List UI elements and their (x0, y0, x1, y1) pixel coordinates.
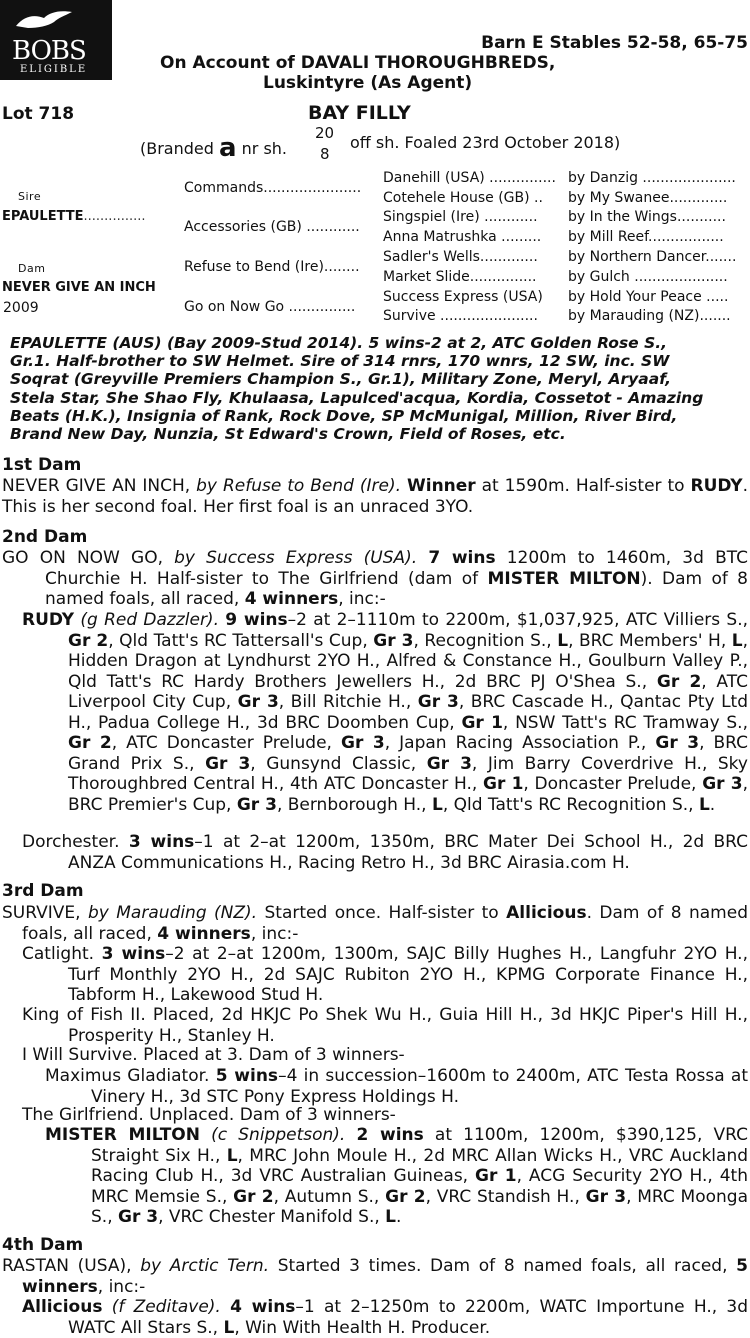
horse-sire: (f Zeditave). (111, 1297, 221, 1317)
grade: Gr 3 (237, 692, 279, 712)
text: , ATC Liverpool City Cup, (68, 671, 748, 712)
wins: 4 wins (230, 1297, 296, 1317)
ped-col4-row: by Danzig ..................... (568, 170, 736, 186)
i-will-survive-record: I Will Survive. Placed at 3. Dam of 3 winners- (22, 1045, 405, 1065)
text: ). Dam of 8 named foals, all raced, (45, 568, 748, 609)
horse-name: Allicious (506, 903, 587, 923)
sire-summary-line: Gr.1. Half-brother to SW Helmet. Sire of 314 rnrs, 170 wnrs, 12 SW, inc. SW (10, 352, 670, 371)
ped-col4-row: by In the Wings........... (568, 209, 726, 225)
granddam-sire: Accessories (GB) ............ (184, 219, 360, 235)
grade: Gr 3 (426, 753, 472, 774)
ped-col3-row: Market Slide............... (383, 269, 537, 285)
grade: Gr 2 (656, 671, 702, 692)
allicious-record (22, 1297, 748, 1338)
horse-rider-icon (14, 6, 74, 34)
barn-location: Barn E Stables 52-58, 65-75 (481, 33, 748, 53)
text: , Gunsynd Classic, (250, 753, 417, 774)
text: , Hidden Dragon at Lyndhurst 2YO H., Alfred & Constance H., Goulburn Valley P., Qld Tatt's RC Hardy Brothers Jewellers H., 2d BRC PJ O'Shea S., (68, 630, 749, 692)
logo-subtext: ELIGIBLE (20, 64, 88, 75)
grade: Gr 1 (475, 1166, 517, 1186)
horse-name: Maximus Gladiator. (45, 1066, 210, 1086)
dam-year: 2009 (3, 300, 39, 316)
dam-name: NEVER GIVE AN INCH, (2, 476, 191, 496)
text: , Qld Tatt's RC Recognition S., (442, 794, 694, 815)
text: , Japan Racing Association P., (384, 733, 647, 753)
maximus-record (45, 1066, 748, 1107)
dam-sire: by Refuse to Bend (Ire). (196, 476, 402, 496)
grade: L (223, 1317, 235, 1338)
horse-name: Catlight. (22, 944, 95, 964)
wins: 3 wins (128, 832, 195, 852)
grade: Gr 2 (68, 733, 112, 753)
grade: Gr 3 (417, 692, 459, 712)
horse-name: MISTER MILTON (487, 568, 641, 589)
ped-col3-row: Survive ...................... (383, 308, 538, 324)
text: , VRC Chester Manifold S., (158, 1207, 380, 1227)
third-dam-heading: 3rd Dam (2, 881, 84, 901)
third-dam-text (2, 903, 748, 944)
grade: Gr 3 (205, 753, 251, 774)
horse-name: Dorchester. (22, 832, 120, 852)
text: at 1100m, 1200m, $390,125, VRC Straight Six H., (91, 1125, 749, 1166)
text: , Bernborough H., (276, 794, 427, 815)
ped-col3-row: Cotehele House (GB) .. (383, 190, 543, 206)
horse-sire: (g Red Dazzler). (80, 610, 219, 630)
text: at 1590m. Half-sister to (481, 476, 685, 496)
brand-num-top: 20 (315, 124, 335, 142)
sire-summary-line: Stela Star, She Shao Fly, Khulaasa, Lapulced'acqua, Kordia, Cossetot - Amazing (10, 388, 704, 407)
grade: Gr 3 (655, 733, 700, 753)
horse-name: Allicious (22, 1297, 103, 1317)
text: , inc:- (97, 1276, 146, 1297)
grade: L (698, 794, 710, 815)
lot-number: Lot 718 (2, 104, 75, 124)
dam-name: SURVIVE, (2, 903, 81, 923)
dorchester-record (22, 832, 748, 873)
winners: 5 winners (22, 1256, 748, 1297)
text: –2 at 2–at 1200m, 1300m, SAJC Billy Hughes H., Langfuhr 2YO H., Turf Monthly 2YO H., 2d SAJC Rubiton 2YO H., KPMG Corporate Finance H., Tabform H., Lakewood Stud H. (68, 944, 748, 1005)
text: , BRC Cascade H., Qantac Pty Ltd H., Padua College H., 3d BRC Doomben Cup, (68, 692, 748, 733)
sire-summary-line: Beats (H.K.), Insignia of Rank, Rock Dove, SP McMunigal, Million, River Bird, (10, 406, 678, 425)
grade: Gr 3 (340, 733, 385, 753)
grandsire-dam: Refuse to Bend (Ire)........ (184, 259, 360, 275)
grade: Gr 1 (482, 774, 524, 794)
text: , BRC Premier's Cup, (68, 774, 749, 815)
vendor-account: On Account of DAVALI THOROUGHBREDS, (160, 53, 556, 73)
wins: 9 wins (225, 610, 288, 630)
text: –2 at 2–1110m to 2200m, $1,037,925, ATC Villiers S., (287, 610, 748, 630)
king-of-fish-record: King of Fish II. Placed, 2d HKJC Po Shek Wu H., Guia Hill H., 3d HKJC Piper's Hill H., Prosperity H., Stanley H. (22, 1005, 748, 1046)
text: , inc:- (338, 589, 386, 609)
text: . (396, 1207, 402, 1227)
logo-text: BOBS (12, 36, 86, 66)
win-label: Winner (406, 476, 476, 496)
text: , ATC Doncaster Prelude, (111, 733, 332, 753)
text: , Recognition S., (413, 630, 552, 651)
dam-sire: by Success Express (USA). (174, 548, 418, 568)
text: . (709, 794, 716, 815)
text: , Qld Tatt's RC Tattersall's Cup, (108, 630, 368, 651)
wins: 2 wins (356, 1125, 424, 1145)
text: . This is her second foal. Her first foal is an unraced 3YO. (2, 476, 748, 517)
grade: L (385, 1207, 396, 1227)
sire-summary (10, 334, 740, 443)
wins: 7 wins (428, 548, 496, 568)
grade: Gr 3 (702, 774, 743, 794)
ped-col4-row: by Gulch ..................... (568, 269, 728, 285)
fourth-dam-heading: 4th Dam (2, 1235, 84, 1255)
ped-col3-row: Sadler's Wells............. (383, 249, 538, 265)
fourth-dam-text (2, 1256, 748, 1297)
bobs-eligible-logo (0, 0, 112, 80)
first-dam-text (2, 476, 748, 517)
text: Started 3 times. Dam of 8 named foals, all raced, (277, 1256, 728, 1276)
horse-name: RUDY (22, 610, 75, 630)
sire-summary-line: Brand New Day, Nunzia, St Edward's Crown, Field of Roses, etc. (10, 425, 566, 444)
sire-name-text: EPAULETTE (2, 209, 84, 224)
brand-prefix: (Branded (140, 139, 214, 158)
dam-sire: by Marauding (NZ). (87, 903, 258, 923)
ped-col3-row: Success Express (USA) (383, 289, 543, 305)
ped-col3-row: Danehill (USA) ............... (383, 170, 556, 186)
text: –1 at 2–at 1200m, 1350m, BRC Mater Dei School H., 2d BRC ANZA Communications H., Racing Retro H., 3d BRC Airasia.com H. (68, 832, 749, 873)
grade: L (226, 1145, 238, 1166)
text: –1 at 2–1250m to 2200m, WATC Importune H., 3d WATC All Stars S., (68, 1297, 748, 1338)
brand-line (140, 133, 287, 163)
text: , NSW Tatt's RC Tramway S., (502, 712, 748, 733)
dam-name: NEVER GIVE AN INCH (2, 280, 156, 295)
ped-col4-row: by Mill Reef................. (568, 229, 724, 245)
text: , MRC John Moule H., 2d MRC Allan Wicks H., VRC Auckland Racing Club H., 3d VRC Australian Guineas, (91, 1145, 749, 1186)
second-dam-heading: 2nd Dam (2, 527, 88, 547)
grade: Gr 3 (118, 1207, 159, 1227)
second-dam-text (2, 548, 748, 610)
wins: 5 wins (215, 1066, 279, 1086)
grade: L (731, 630, 743, 651)
brand-mark: a (219, 133, 237, 163)
horse-name: MISTER MILTON (45, 1125, 200, 1145)
dam-name: GO ON NOW GO, (2, 548, 163, 568)
mister-milton-record (45, 1125, 748, 1228)
grade: Gr 2 (233, 1186, 274, 1207)
text: , VRC Standish H., (425, 1186, 580, 1207)
text: Started once. Half-sister to (264, 903, 499, 923)
text: , Jim Barry Coverdrive H., Sky Thoroughbred Central H., 4th ATC Doncaster H., (68, 753, 748, 794)
sire-summary-line: EPAULETTE (AUS) (Bay 2009-Stud 2014). 5 wins-2 at 2, ATC Golden Rose S., (10, 334, 668, 352)
horse-name: RUDY (690, 476, 743, 496)
text: , Bill Ritchie H., (278, 692, 412, 712)
sire-name (2, 209, 146, 224)
sire-summary-line: Soqrat (Greyville Premiers Champion S., Gr.1), Military Zone, Meryl, Aryaaf, (10, 370, 671, 389)
text: . Dam of 8 named foals, all raced, (22, 903, 748, 944)
grade: L (557, 630, 569, 651)
text: , ACG Security 2YO H., 4th MRC Memsie S., (91, 1166, 748, 1207)
horse-sire: (c Snippetson). (211, 1125, 346, 1145)
sire-label: Sire (18, 190, 42, 203)
grade: Gr 2 (68, 630, 109, 651)
text: , MRC Moonga S., (91, 1186, 748, 1227)
catlight-record (22, 944, 748, 1006)
winners: 4 winners (244, 589, 339, 609)
text: , inc:- (250, 923, 299, 944)
ped-col4-row: by My Swanee............. (568, 190, 728, 206)
brand-off-shoulder: off sh. Foaled 23rd October 2018) (350, 133, 621, 152)
grade: Gr 3 (585, 1186, 627, 1207)
rudy-record (22, 610, 748, 815)
granddam-dam: Go on Now Go ............... (184, 299, 356, 315)
brand-num-bottom: 8 (320, 145, 330, 163)
brand-near-shoulder: nr sh. (241, 139, 288, 158)
ped-col4-row: by Marauding (NZ)....... (568, 308, 731, 324)
grade: Gr 3 (373, 630, 414, 651)
ped-col3-row: Anna Matrushka ......... (383, 229, 542, 245)
grade: L (431, 794, 443, 815)
grade: Gr 1 (461, 712, 503, 733)
text: –4 in succession–1600m to 2400m, ATC Testa Rossa at Vinery H., 3d STC Pony Express Holdings H. (91, 1066, 748, 1107)
grade: Gr 3 (236, 794, 277, 815)
text: , BRC Members' H, (568, 630, 727, 651)
first-dam-heading: 1st Dam (2, 455, 82, 475)
grandsire-sire: Commands...................... (184, 180, 362, 196)
winners: 4 winners (157, 923, 251, 944)
text: , Autumn S., (273, 1186, 380, 1207)
dam-label: Dam (18, 262, 46, 275)
dam-name: RASTAN (USA), (2, 1256, 132, 1276)
horse-title: BAY FILLY (308, 102, 411, 124)
wins: 3 wins (101, 944, 166, 964)
girlfriend-record: The Girlfriend. Unplaced. Dam of 3 winners- (22, 1105, 396, 1125)
sire-dots: ............... (83, 209, 146, 224)
ped-col4-row: by Hold Your Peace ..... (568, 289, 729, 305)
grade: Gr 2 (385, 1186, 426, 1207)
ped-col3-row: Singspiel (Ire) ............ (383, 209, 538, 225)
dam-sire: by Arctic Tern. (140, 1256, 270, 1276)
text: , BRC Grand Prix S., (68, 733, 749, 774)
ped-col4-row: by Northern Dancer....... (568, 249, 737, 265)
text: , Doncaster Prelude, (523, 774, 697, 794)
text: 1200m to 1460m, 3d BTC Churchie H. Half-sister to The Girlfriend (dam of (45, 548, 748, 589)
vendor-agent: Luskintyre (As Agent) (263, 73, 473, 93)
text: , Win With Health H. Producer. (234, 1317, 491, 1338)
